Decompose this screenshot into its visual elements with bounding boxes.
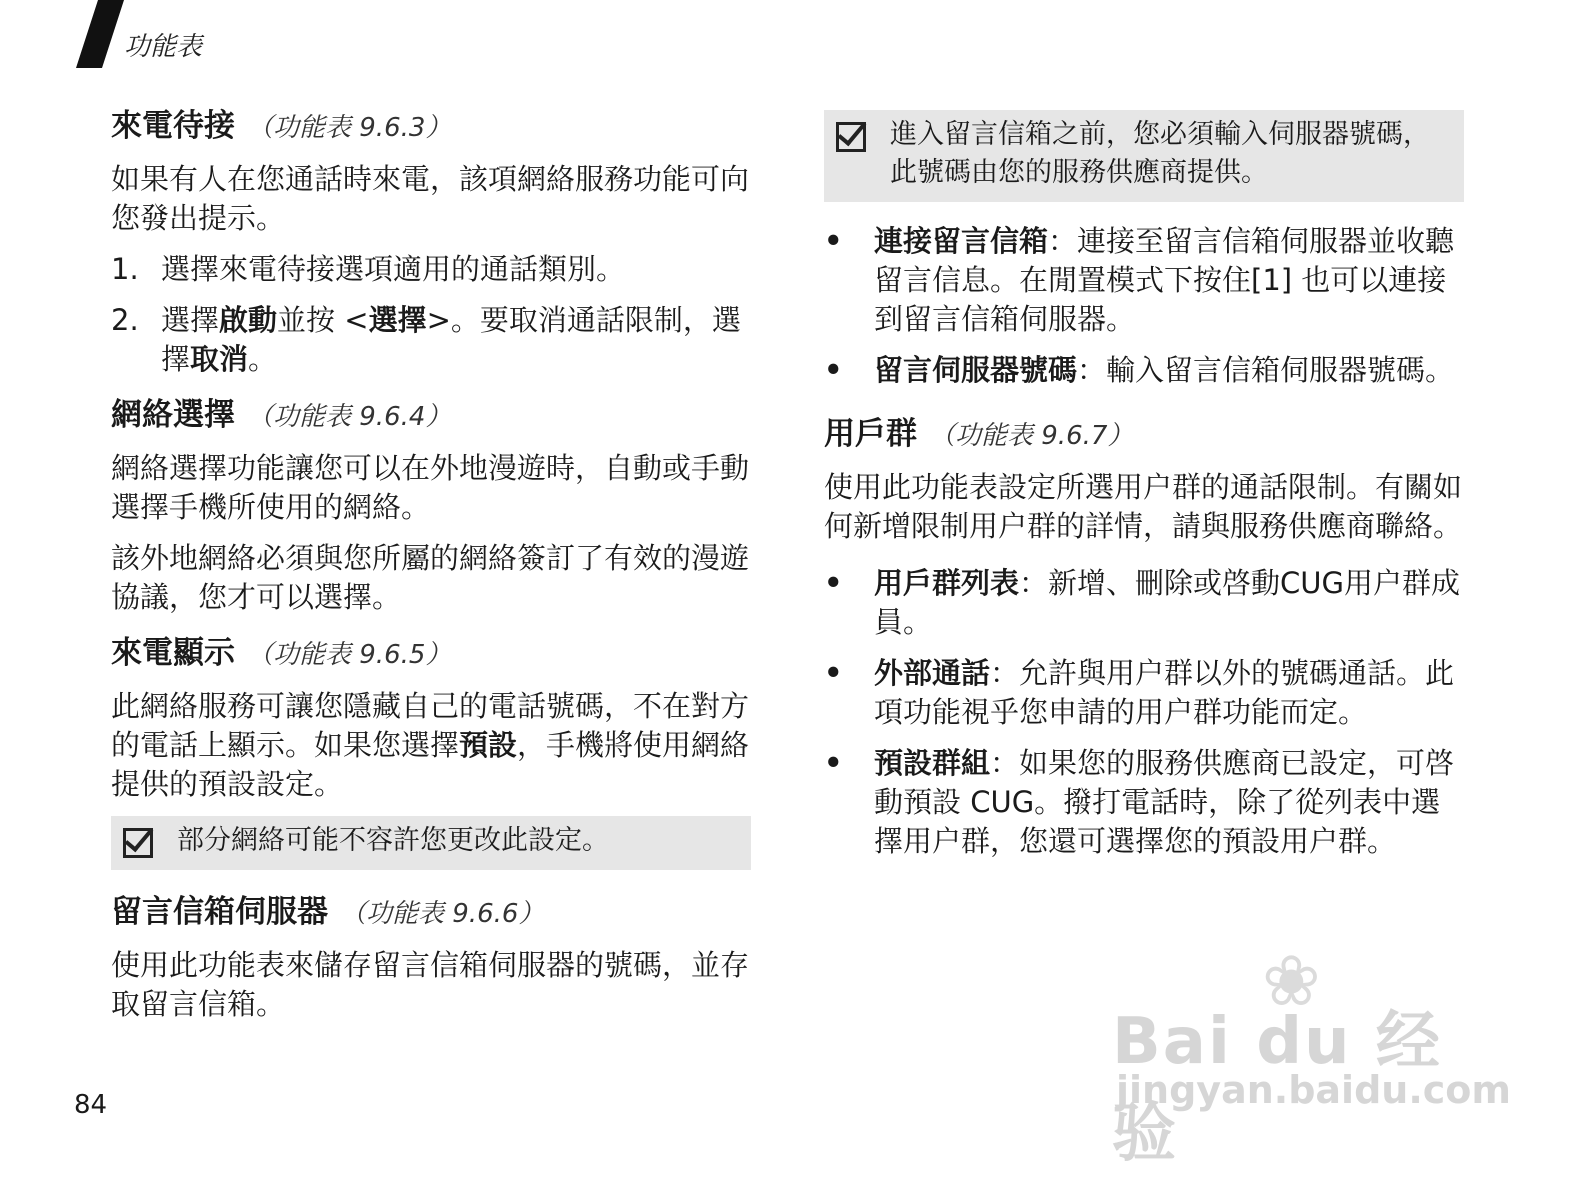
step-text: >。要取消通話限制，選擇	[161, 303, 741, 376]
watermark-logo: Bai du 经验	[1112, 1005, 1442, 1171]
section-voicemail-server	[111, 890, 751, 1024]
bold-term: 選擇	[368, 303, 427, 337]
bullet-item	[824, 351, 1464, 390]
bullet-text: ：連接至留言信箱伺服器並收聽留言信息。在閒置模式下按住[1] 也可以連接到留言信箱伺服器。	[874, 224, 1455, 336]
note-text: 部分網絡可能不容許您更改此設定。	[177, 825, 609, 856]
section-heading	[111, 104, 751, 150]
bullet-text: ：如果您的服務供應商已設定，可啓動預設 CUG。撥打電話時，除了從列表中選擇用户群，您還可選擇您的預設用户群。	[874, 746, 1455, 858]
section-heading	[824, 412, 1464, 458]
menu-ref: （功能表 9.6.7）	[929, 421, 1134, 451]
section-network-selection	[111, 393, 751, 617]
step-number: 1.	[111, 252, 139, 286]
paragraph: 如果有人在您通話時來電，該項網絡服務功能可向您發出提示。	[111, 162, 750, 235]
header-bar-graphic	[76, 0, 124, 68]
section-user-group	[824, 412, 1464, 546]
step-text: 。	[248, 342, 278, 376]
menu-ref: （功能表 9.6.5）	[247, 640, 452, 670]
section-heading	[111, 393, 751, 439]
heading-text: 網絡選擇	[111, 397, 235, 433]
bullet-text: ：允許與用户群以外的號碼通話。此項功能視乎您申請的用户群功能而定。	[874, 656, 1455, 729]
step-text: 並按 <	[277, 303, 369, 337]
note-box	[111, 816, 751, 870]
section-heading	[111, 890, 751, 936]
paragraph: 使用此功能表設定所選用户群的通話限制。有關如何新增限制用户群的詳情，請與服務供應商聯絡。	[824, 470, 1463, 543]
section-call-waiting	[111, 104, 751, 379]
paragraph: 網絡選擇功能讓您可以在外地漫遊時，自動或手動選擇手機所使用的網絡。	[111, 451, 750, 524]
bullet-icon: •	[824, 353, 843, 387]
watermark-url: jingyan.baidu.com	[1116, 1068, 1511, 1112]
bullet-item	[824, 222, 1464, 339]
bullet-item	[824, 654, 1464, 732]
bold-term: 用戶群列表	[874, 566, 1020, 600]
header-title: 功能表	[124, 32, 203, 62]
paw-icon: ❀	[1262, 940, 1321, 1022]
bold-term: 預設	[459, 728, 518, 762]
step-item	[111, 250, 751, 289]
paragraph: 使用此功能表來儲存留言信箱伺服器的號碼，並存取留言信箱。	[111, 948, 750, 1021]
section-heading	[111, 631, 751, 677]
heading-text: 用戶群	[824, 416, 917, 452]
checkmark-icon	[836, 122, 866, 152]
bullet-icon: •	[824, 566, 843, 600]
text-run: ，手機將使用網絡提供的預設設定。	[111, 728, 750, 801]
baidu-watermark	[1112, 940, 1511, 1171]
bold-term: 留言伺服器號碼	[874, 353, 1078, 387]
right-column	[824, 110, 1464, 873]
bullet-icon: •	[824, 656, 843, 690]
note-text: 進入留言信箱之前，您必須輸入伺服器號碼，此號碼由您的服務供應商提供。	[890, 119, 1430, 188]
bold-term: 連接留言信箱	[874, 224, 1049, 258]
bullet-text: ：輸入留言信箱伺服器號碼。	[1077, 353, 1455, 387]
note-box	[824, 110, 1464, 202]
bold-term: 取消	[190, 342, 249, 376]
page-number: 84	[74, 1090, 108, 1120]
text-run: 此網絡服務可讓您隱藏自己的電話號碼，不在對方的電話上顯示。如果您選擇	[111, 689, 750, 762]
step-item	[111, 301, 751, 379]
bold-term: 預設群組	[874, 746, 991, 780]
heading-text: 留言信箱伺服器	[111, 894, 328, 930]
bullet-text: ：新增、刪除或啓動CUG用户群成員。	[874, 566, 1460, 639]
paragraph	[111, 687, 751, 804]
heading-text: 來電待接	[111, 108, 235, 144]
bullet-item	[824, 564, 1464, 642]
bullet-icon: •	[824, 224, 843, 258]
bold-term: 外部通話	[874, 656, 991, 690]
bullet-icon: •	[824, 746, 843, 780]
section-caller-id	[111, 631, 751, 870]
heading-text: 來電顯示	[111, 635, 235, 671]
left-column	[111, 104, 751, 1038]
menu-ref: （功能表 9.6.4）	[247, 402, 452, 432]
step-number: 2.	[111, 303, 139, 337]
bold-term: 啟動	[219, 303, 278, 337]
checkmark-icon	[123, 828, 153, 858]
step-text: 選擇來電待接選項適用的通話類別。	[161, 252, 626, 286]
bullet-item	[824, 744, 1464, 861]
menu-ref: （功能表 9.6.3）	[247, 113, 452, 143]
step-text: 選擇	[161, 303, 220, 337]
paragraph: 該外地網絡必須與您所屬的網絡簽訂了有效的漫遊協議，您才可以選擇。	[111, 541, 750, 614]
menu-ref: （功能表 9.6.6）	[340, 899, 545, 929]
